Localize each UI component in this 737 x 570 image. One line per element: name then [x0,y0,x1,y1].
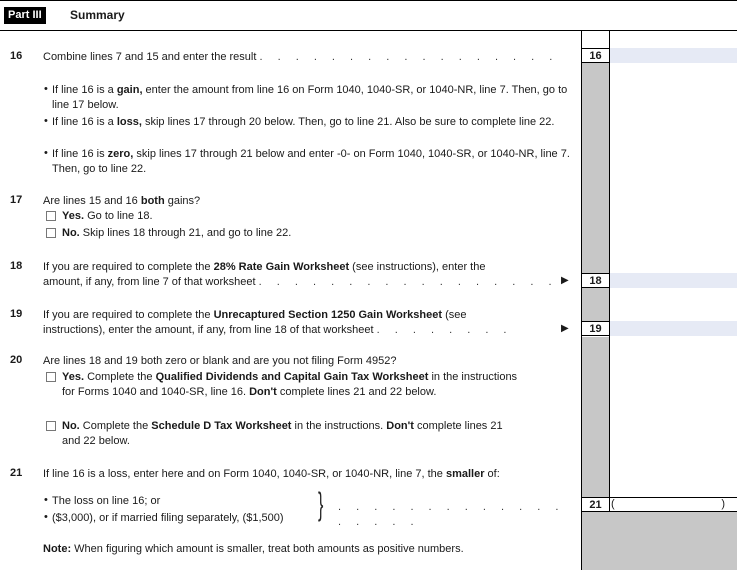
line-19-box-label: 19 [582,321,609,336]
line-18-text: If you are required to complete the 28% Rate Gain Worksheet (see instructions), enter the amount, if any, from line 7 of that worksheet . . . . . . . . . . . . . . . . . [43,261,558,288]
bullet: • [44,147,48,159]
line-21-leader [338,500,578,530]
leader-dots: . . . . . . . . . . . . . . . . . . [338,501,565,528]
close-paren: ) [721,498,725,510]
header-rule [0,30,737,31]
line-16-bullet-zero: If line 16 is zero, skip lines 17 through 21 below and enter -0- on Form 1040, 1040-SR, or 1040-NR, line 7. Then, go to line 22. [52,148,570,175]
line-16-bullet-gain: If line 16 is a gain, enter the amount from line 16 on Form 1040, 1040-SR, or 1040-NR, line 7. Then, go to line 17 below. [52,84,568,111]
line-16-text: Combine lines 7 and 15 and enter the result . . . . . . . . . . . . . . . . . [43,51,559,63]
line-20-no-label: No. Complete the Schedule D Tax Worksheet in the instructions. Don't complete lines 21 and 22 below. [62,420,503,447]
note-text: Note: When figuring which amount is smaller, treat both amounts as positive numbers. [43,543,464,555]
open-paren: ( [611,498,615,510]
line-18-box-label: 18 [582,273,609,288]
gray-column-1 [582,63,609,273]
line-20-yes-label: Yes. Complete the Qualified Dividends and Capital Gain Tax Worksheet in the instructions for Forms 1040 and 1040-SR, line 16. Don't complete lines 21 and 22 below. [62,371,518,398]
line-18-amount-field[interactable] [610,273,737,288]
part-title: Summary [70,8,125,22]
line-17-number: 17 [10,194,23,206]
leader-dots: . . . . . . . . [376,324,513,336]
line-19-number: 19 [10,308,23,320]
gray-column-2 [582,288,609,321]
line-18-number: 18 [10,260,23,272]
line-21-amount-field[interactable] [610,497,737,512]
line-21-bullet-loss: The loss on line 16; or [52,495,161,507]
line-19-amount-field[interactable] [610,321,737,336]
bullet: • [44,115,48,127]
line-16-number: 16 [10,50,23,62]
bullet: • [44,494,48,506]
brace-icon: } [318,486,324,522]
line-16-box-label: 16 [582,48,609,63]
part-label: Part III [4,7,46,24]
line-19-text: If you are required to complete the Unrecaptured Section 1250 Gain Worksheet (see instructions), enter the amount, if any, from line 18 of that worksheet . . . . . . . . [43,309,513,336]
line-17-text: Are lines 15 and 16 both gains? [43,195,201,207]
line-17-no-label: No. Skip lines 18 through 21, and go to line 22. [62,227,292,239]
right-column-rule [609,30,610,512]
gray-column-3 [582,337,609,497]
top-rule [0,0,737,1]
line-16-bullet-loss: If line 16 is a loss, skip lines 17 through 20 below. Then, go to line 21. Also be sure to complete line 22. [52,116,555,128]
line-16-amount-field[interactable] [610,48,737,63]
bullet: • [44,83,48,95]
line-20-text: Are lines 18 and 19 both zero or blank and are you not filing Form 4952? [43,355,397,367]
leader-dots: . . . . . . . . . . . . . . . . . [258,276,558,288]
arrow-right-icon: ▶ [561,275,569,286]
line-17-no-checkbox[interactable] [46,228,56,238]
line-21-text: If line 16 is a loss, enter here and on Form 1040, 1040-SR, or 1040-NR, line 7, the smaller of: [43,468,500,480]
bullet: • [44,511,48,523]
line-21-number: 21 [10,467,23,479]
line-17-yes-checkbox[interactable] [46,211,56,221]
gray-column-4 [582,512,737,570]
line-21-box-label: 21 [582,497,609,512]
line-20-yes-checkbox[interactable] [46,372,56,382]
left-column-rule [581,30,582,570]
line-20-number: 20 [10,354,23,366]
leader-dots: . . . . . . . . . . . . . . . . . [259,51,559,63]
line-21-bullet-limit: ($3,000), or if married filing separately, ($1,500) [52,512,284,524]
line-17-yes-label: Yes. Go to line 18. [62,210,153,222]
arrow-right-icon: ▶ [561,323,569,334]
line-20-no-checkbox[interactable] [46,421,56,431]
